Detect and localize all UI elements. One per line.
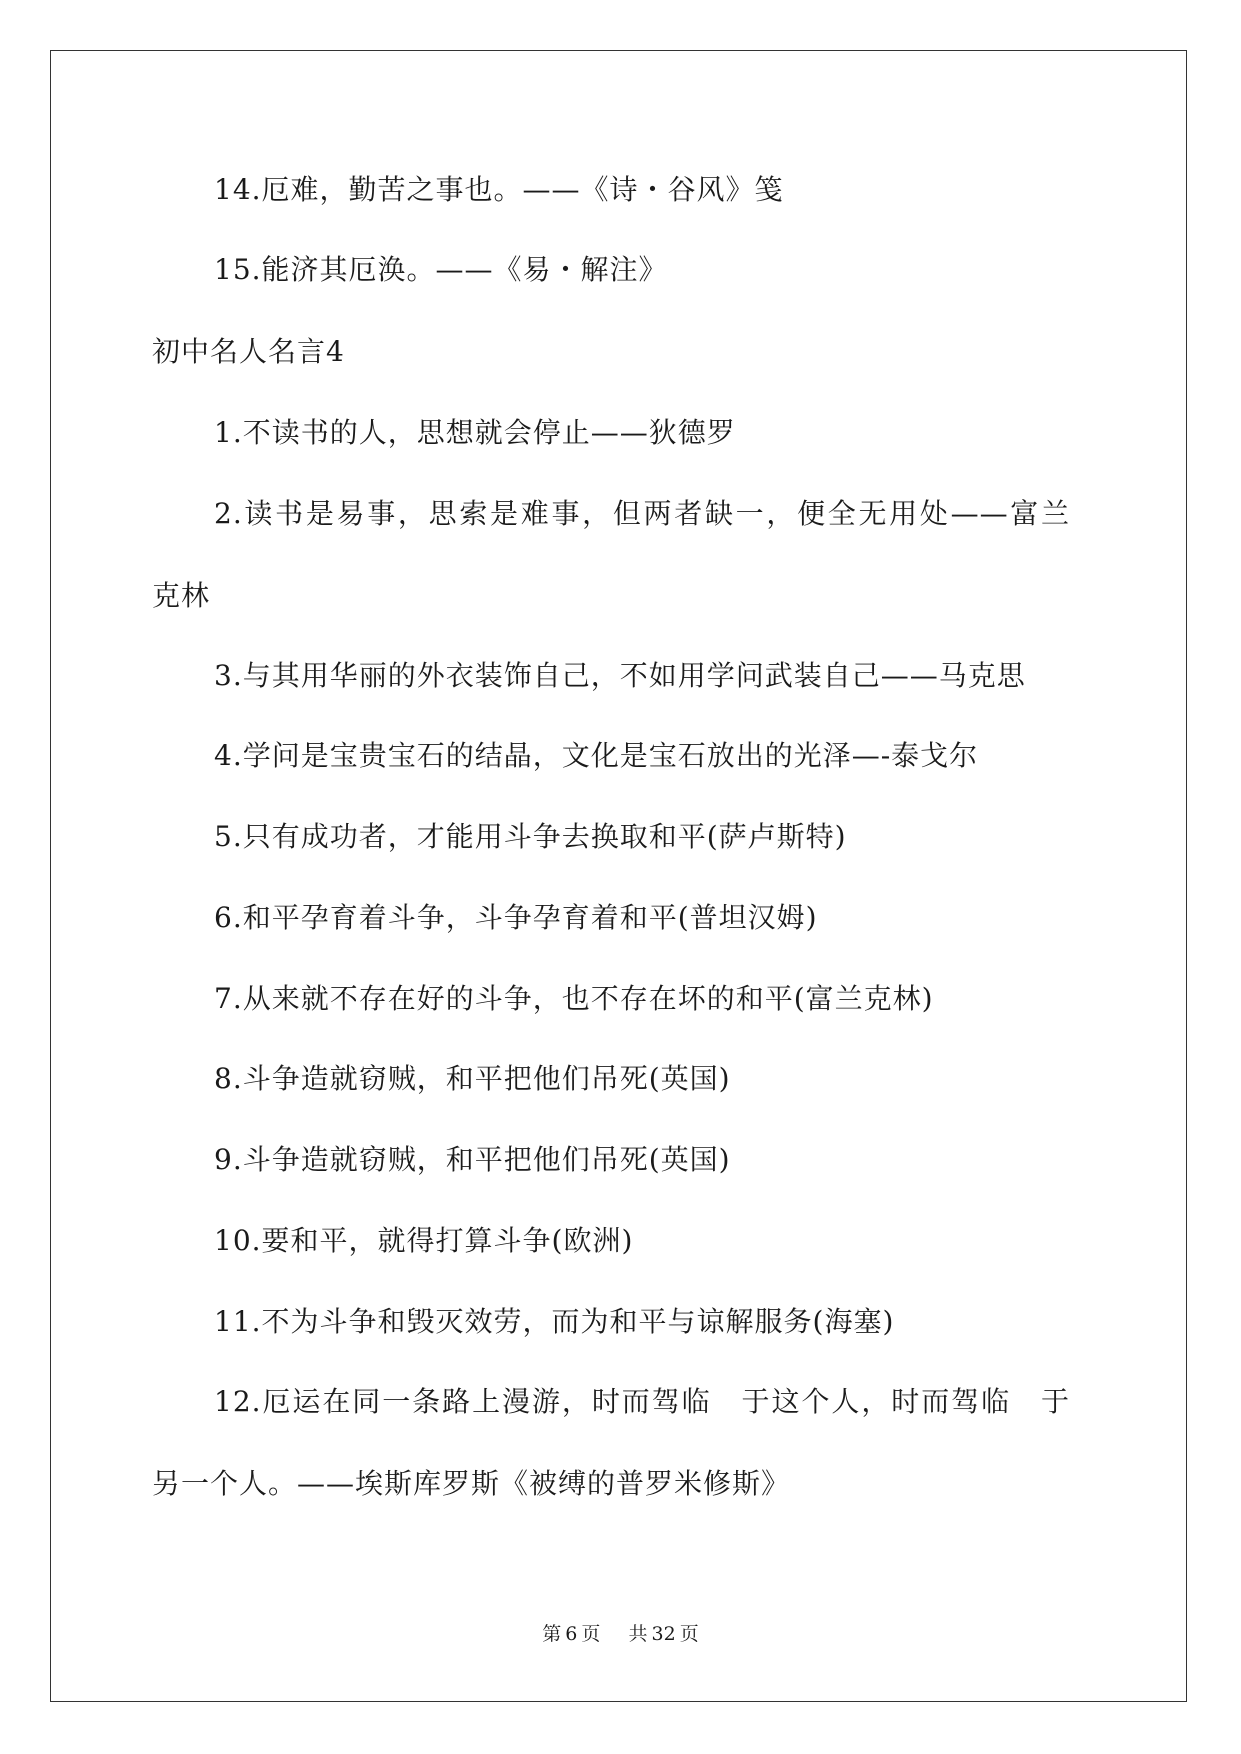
quote-line-7: 7.从来就不存在好的斗争，也不存在坏的和平(富兰克林) — [214, 982, 934, 1015]
quote-line-15: 15.能济其厄涣。——《易・解注》 — [214, 253, 668, 286]
total-suffix: 页 — [679, 1623, 699, 1645]
quote-line-2: 2.读书是易事，思索是难事，但两者缺一，便全无用处——富兰 — [214, 497, 1070, 530]
quote-line-5: 5.只有成功者，才能用斗争去换取和平(萨卢斯特) — [214, 820, 847, 853]
quote-line-11: 11.不为斗争和毁灭效劳，而为和平与谅解服务(海塞) — [214, 1305, 895, 1338]
quote-line-4: 4.学问是宝贵宝石的结晶，文化是宝石放出的光泽—-泰戈尔 — [214, 739, 979, 772]
quote-line-8: 8.斗争造就窃贼，和平把他们吊死(英国) — [214, 1062, 731, 1095]
quote-line-1: 1.不读书的人，思想就会停止——狄德罗 — [214, 416, 736, 449]
quote-line-9: 9.斗争造就窃贼，和平把他们吊死(英国) — [214, 1143, 731, 1176]
quote-line-2-continued: 克林 — [152, 579, 211, 612]
quote-line-14: 14.厄难，勤苦之事也。——《诗・谷风》笺 — [214, 173, 784, 206]
total-pages: 32 — [651, 1623, 676, 1645]
page-prefix: 第 — [542, 1623, 562, 1645]
section-heading: 初中名人名言4 — [152, 335, 345, 368]
quote-line-12-continued: 另一个人。——埃斯库罗斯《被缚的普罗米修斯》 — [152, 1467, 791, 1500]
quote-line-12: 12.厄运在同一条路上漫游，时而驾临 于这个人，时而驾临 于 — [214, 1385, 1070, 1418]
quote-line-6: 6.和平孕育着斗争，斗争孕育着和平(普坦汉姆) — [214, 901, 818, 934]
page-footer — [0, 1622, 1241, 1646]
page-border — [50, 50, 1187, 1702]
total-prefix: 共 — [628, 1623, 648, 1645]
quote-line-10: 10.要和平，就得打算斗争(欧洲) — [214, 1224, 634, 1257]
quote-line-3: 3.与其用华丽的外衣装饰自己，不如用学问武装自己——马克思 — [214, 659, 1026, 692]
page-number: 6 — [565, 1623, 578, 1645]
page-suffix: 页 — [581, 1623, 601, 1645]
